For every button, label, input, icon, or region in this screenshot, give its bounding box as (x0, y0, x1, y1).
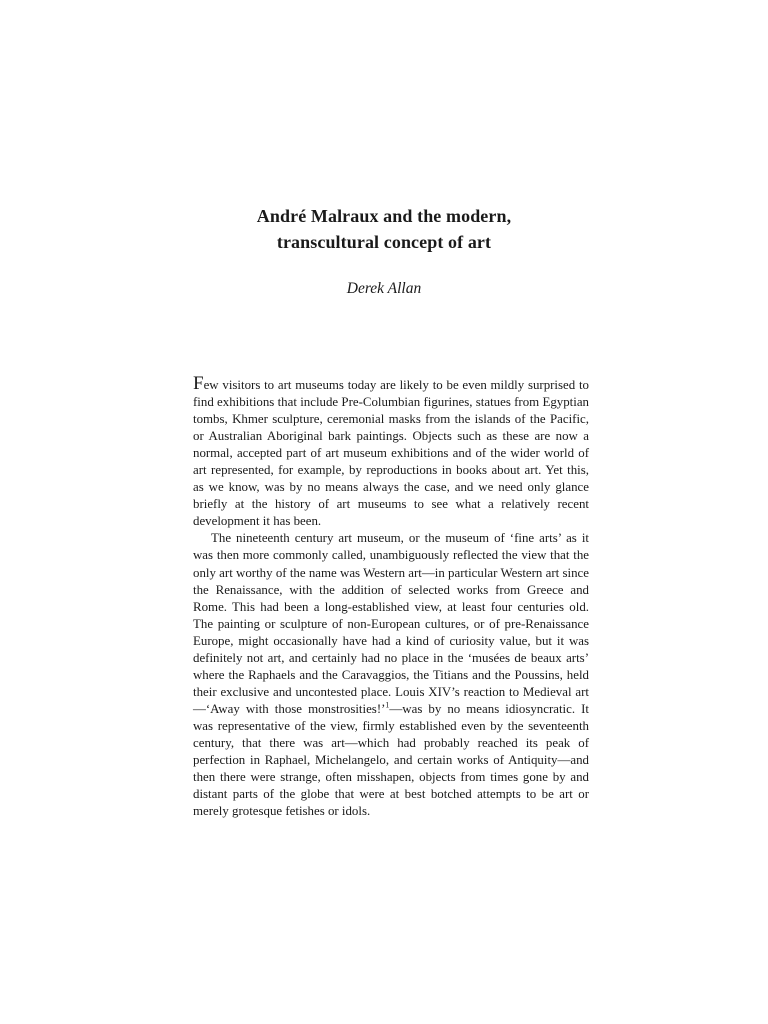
paragraph-2-text-b: —was by no means idiosyncratic. It was representative of the view, firmly established even by the seventeenth century, that there was art—which had probably reached its peak of perfection in Raphael, Michelangelo, and certain works of Antiquity—and then there were strange, often misshapen, objects from times gone by and distant parts of the globe that were at best botched attempts to be art or merely grotesque fetishes or idols. (193, 701, 589, 819)
author-name: Derek Allan (346, 280, 422, 297)
paragraph-1 (193, 373, 589, 530)
article-title (0, 203, 768, 255)
footnote-marker: 1 (385, 700, 390, 710)
drop-cap: F (193, 373, 204, 394)
paragraph-2 (193, 530, 589, 820)
paragraph-2-text-a: The nineteenth century art museum, or the museum of ‘fine arts’ as it was then more commonly called, unambiguously reflected the view that the only art worthy of the name was Western art—in particular Western art since the Renaissance, with the addition of selected works from Greece and Rome. This had been a long-established view, at least four centuries old. The painting or sculpture of non-European cultures, or of pre-Renaissance Europe, might occasionally have had a kind of curiosity value, but it was definitely not art, and certainly had no place in the ‘musées de beaux arts’ where the Raphaels and the Caravaggios, the Titians and the Poussins, held their exclusive and uncontested place. Louis XIV’s reaction to Medieval art—‘Away with those monstrosities!’ (193, 531, 589, 716)
paragraph-1-text: ew visitors to art museums today are likely to be even mildly surprised to find exhibitions that include Pre-Columbian figurines, statues from Egyptian tombs, Khmer sculpture, ceremonial masks from the islands of the Pacific, or Australian Aboriginal bark paintings. Objects such as these are now a normal, accepted part of art museum exhibitions and of the wider world of art represented, for example, by reproductions in books about art. Yet this, as we know, was by no means always the case, and we need only glance briefly at the history of art museums to see what a relatively recent development it has been. (193, 378, 589, 529)
title-line-2: transcultural concept of art (276, 232, 492, 252)
title-line-1: André Malraux and the modern, (256, 206, 512, 226)
article-body (193, 373, 589, 820)
